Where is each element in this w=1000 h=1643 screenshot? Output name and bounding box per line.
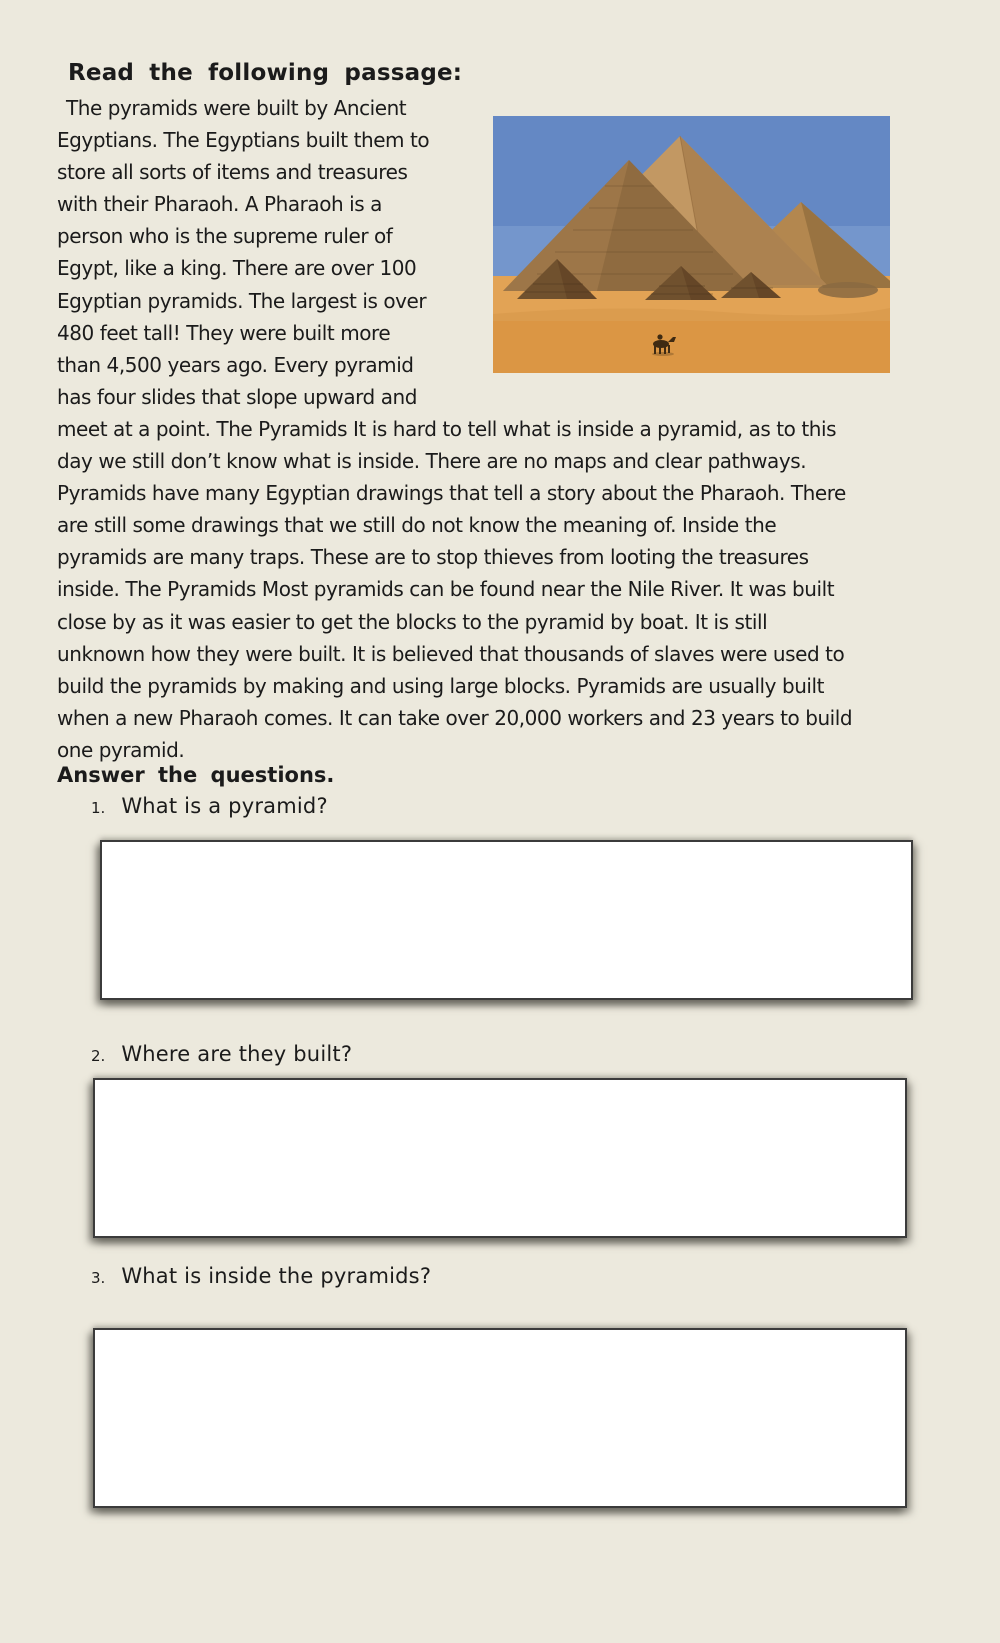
question-3 xyxy=(91,1264,431,1288)
passage-line: build the pyramids by making and using large blocks. Pyramids are usually built xyxy=(57,673,825,698)
passage-line: store all sorts of items and treasures xyxy=(57,160,408,185)
question-1-number: 1. xyxy=(91,799,106,817)
passage-line: when a new Pharaoh comes. It can take over 20,000 workers and 23 years to build xyxy=(57,705,853,730)
passage-line: 480 feet tall! They were built more xyxy=(57,320,391,345)
passage-line: close by as it was easier to get the blocks to the pyramid by boat. It is still xyxy=(57,609,768,634)
passage-line: has four slides that slope upward and xyxy=(57,384,417,409)
answer-box-3[interactable] xyxy=(93,1328,907,1508)
passage-line: The pyramids were built by Ancient xyxy=(66,96,407,120)
passage-line: Pyramids have many Egyptian drawings that tell a story about the Pharaoh. There xyxy=(57,481,846,506)
question-2 xyxy=(91,1042,352,1066)
answer-heading: Answer the questions. xyxy=(57,763,335,787)
page-title: Read the following passage: xyxy=(68,60,463,86)
question-1 xyxy=(91,794,328,818)
passage-line: Egyptian pyramids. The largest is over xyxy=(57,288,427,313)
pyramids-photo xyxy=(493,116,890,373)
passage-line: pyramids are many traps. These are to stop thieves from looting the treasures xyxy=(57,545,809,570)
passage-line: day we still don’t know what is inside. There are no maps and clear pathways. xyxy=(57,449,807,474)
answer-box-1[interactable] xyxy=(100,840,913,1000)
passage-line: meet at a point. The Pyramids It is hard to tell what is inside a pyramid, as to this xyxy=(57,416,837,441)
photo-rocks xyxy=(818,282,878,298)
passage-line: person who is the supreme ruler of xyxy=(57,224,393,249)
question-2-text: Where are they built? xyxy=(121,1042,353,1066)
passage-line: inside. The Pyramids Most pyramids can be found near the Nile River. It was built xyxy=(57,577,835,602)
question-3-number: 3. xyxy=(91,1269,106,1287)
passage-line: Egyptians. The Egyptians built them to xyxy=(57,128,430,153)
question-3-text: What is inside the pyramids? xyxy=(121,1264,432,1288)
question-2-number: 2. xyxy=(91,1047,106,1065)
passage-line: one pyramid. xyxy=(57,737,185,762)
passage-line: unknown how they were built. It is believed that thousands of slaves were used to xyxy=(57,641,845,666)
passage-line: with their Pharaoh. A Pharaoh is a xyxy=(57,192,382,217)
answer-box-2[interactable] xyxy=(93,1078,907,1238)
passage-line: are still some drawings that we still do not know the meaning of. Inside the xyxy=(57,513,777,538)
passage-line: than 4,500 years ago. Every pyramid xyxy=(57,352,414,377)
question-1-text: What is a pyramid? xyxy=(121,794,328,818)
passage-line: Egypt, like a king. There are over 100 xyxy=(57,256,417,281)
